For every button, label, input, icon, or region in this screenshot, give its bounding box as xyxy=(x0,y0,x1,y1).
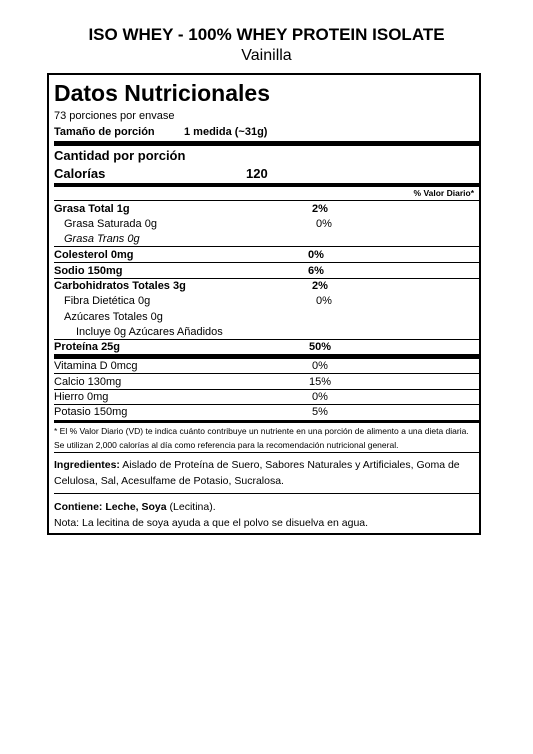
nutrient-name: Grasa Saturada 0g xyxy=(64,218,157,230)
nutrient-dv: 2% xyxy=(312,203,328,215)
vitamin-dv: 15% xyxy=(308,376,332,388)
nutrient-name: Sodio 150mg xyxy=(54,265,123,277)
thick-divider xyxy=(54,354,479,359)
vitamin-name: Calcio 130mg xyxy=(54,376,122,388)
nutrient-dv: 50% xyxy=(308,341,332,353)
nutrition-facts-label xyxy=(47,73,481,535)
vitamin-name: Potasio 150mg xyxy=(54,406,128,418)
lecithin-note: Nota: La lecitina de soya ayuda a que el polvo se disuelva en agua. xyxy=(54,517,369,529)
contains-label: Contiene: Leche, Soya xyxy=(54,501,167,513)
nutrient-name: Azúcares Totales 0g xyxy=(64,311,163,323)
product-title: ISO WHEY - 100% WHEY PROTEIN ISOLATE xyxy=(88,25,445,44)
allergen-statement xyxy=(54,499,479,515)
nutrient-name: Grasa Trans 0g xyxy=(64,233,140,245)
rule xyxy=(54,278,479,279)
rule xyxy=(54,493,479,494)
medium-divider xyxy=(54,183,479,187)
ingredients xyxy=(54,457,479,489)
nutrient-name: Proteína 25g xyxy=(54,341,121,353)
rule xyxy=(54,452,479,453)
vitamin-dv: 0% xyxy=(312,360,328,372)
vitamin-name: Hierro 0mg xyxy=(54,391,109,403)
rule xyxy=(54,389,479,390)
rule xyxy=(54,373,479,374)
nutrient-name: Grasa Total 1g xyxy=(54,203,130,215)
label-heading: Datos Nutricionales xyxy=(54,80,270,106)
nutrient-name: Carbohidratos Totales 3g xyxy=(54,280,186,292)
rule xyxy=(54,262,479,263)
serving-size-value: 1 medida (~31g) xyxy=(184,126,268,138)
daily-value-header: % Valor Diario* xyxy=(413,188,474,198)
nutrient-dv: 0% xyxy=(316,218,332,230)
servings-per-container: 73 porciones por envase xyxy=(54,110,175,122)
nutrient-name: Fibra Dietética 0g xyxy=(64,295,151,307)
nutrient-dv: 0% xyxy=(308,249,324,261)
calories-label: Calorías xyxy=(54,166,106,181)
amount-per-serving: Cantidad por porción xyxy=(54,148,186,163)
daily-value-footnote: * El % Valor Diario (VD) te indica cuánto contribuye un nutriente en una porción de alimento a una dieta diaria. Se utilizan 2,000 calorías al día como referencia para la recomendación nutricional general. xyxy=(54,426,469,450)
thick-divider xyxy=(54,141,479,146)
ingredients-text: Aislado de Proteína de Suero, Sabores Naturales y Artificiales, Goma de Celulosa, Sal, Acesulfame de Potasio, Sucralosa. xyxy=(54,459,460,487)
medium-divider xyxy=(54,420,479,423)
ingredients-label: Ingredientes: xyxy=(54,459,120,471)
rule-top xyxy=(54,200,479,201)
nutrient-name: Incluye 0g Azúcares Añadidos xyxy=(76,326,223,338)
calories-value: 120 xyxy=(246,166,268,181)
nutrient-name: Colesterol 0mg xyxy=(54,249,134,261)
vitamin-name: Vitamina D 0mcg xyxy=(54,360,138,372)
nutrient-dv: 0% xyxy=(316,295,332,307)
serving-size-label: Tamaño de porción xyxy=(54,126,155,138)
contains-extra: (Lecitina). xyxy=(169,501,216,513)
nutrient-dv: 2% xyxy=(312,280,328,292)
rule xyxy=(54,404,479,405)
nutrient-dv: 6% xyxy=(308,265,324,277)
rule xyxy=(54,246,479,247)
vitamin-dv: 0% xyxy=(312,391,328,403)
vitamin-dv: 5% xyxy=(312,406,328,418)
rule xyxy=(54,339,479,340)
product-flavor: Vainilla xyxy=(241,47,292,64)
